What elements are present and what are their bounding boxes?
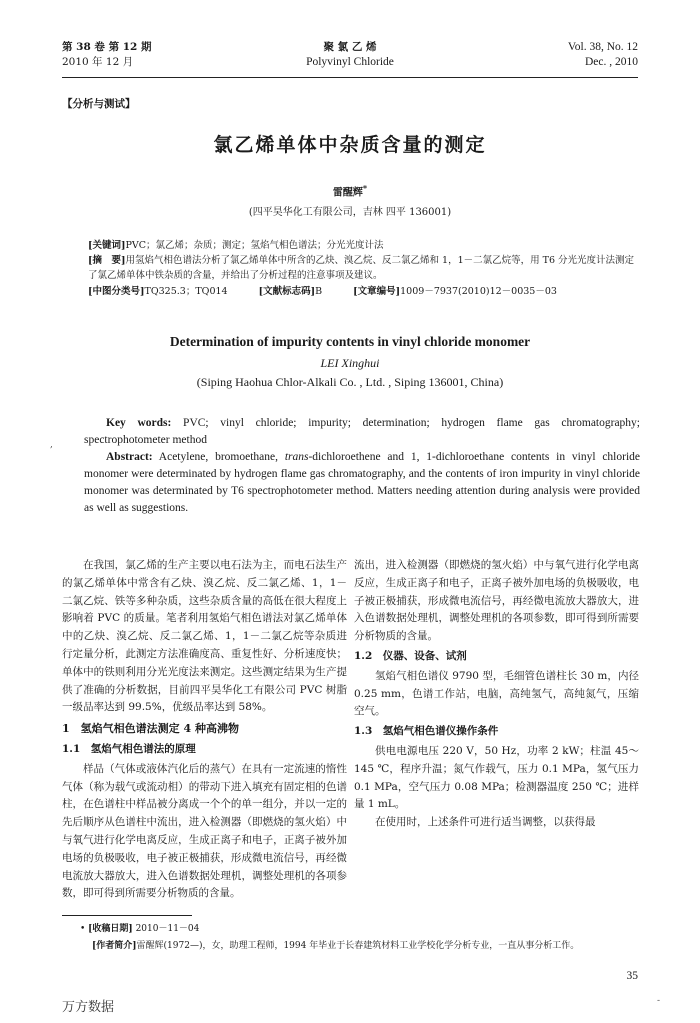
body-column-left [62, 557, 347, 900]
conditions-paragraph-2: 在使用时，上述条件可进行适当调整，以获得最 [375, 816, 596, 829]
volume-en: Vol. 38, No. 12 [567, 41, 638, 53]
keywords-en-tag: Key words: [106, 417, 172, 429]
art-value: 1009－7937(2010)12－0035－03 [400, 286, 557, 297]
received-date: • [收稿日期] 2010－11－04 [80, 924, 200, 934]
clc [88, 286, 242, 297]
bio-tag: [作者简介] [92, 941, 137, 951]
abstract-cn-para [88, 253, 636, 283]
affiliation-en: (Siping Haohua Chlor-Alkali Co. , Ltd. , Siping 136001, China) [196, 375, 504, 389]
keywords-cn-text: PVC；氯乙烯；杂质；测定；氢焰气相色谱法；分光光度计法 [125, 240, 384, 251]
clc-value: TQ325.3；TQ014 [144, 286, 228, 297]
section-tag: 【分析与测试】 [62, 98, 136, 110]
received-value: 2010－11－04 [135, 924, 200, 934]
journal-cn: 聚 氯 乙 烯 [323, 41, 377, 53]
clc-tag: [中图分类号] [88, 286, 145, 297]
header-right [568, 40, 638, 70]
author-cn-line [0, 183, 700, 198]
keywords-cn [88, 238, 636, 253]
volume-cn: 第 38 卷 第 12 期 [62, 41, 152, 53]
header-center [62, 40, 638, 70]
abstract-cn-text: 用氢焰气相色谱法分析了氯乙烯单体中所含的乙炔、溴乙烷、反二氯乙烯和 1，1－二氯乙烷等，用 T6 分光光度计法测定了氯乙烯单体中铁杂质的含量，并给出了分析过程的注意事项及建议。 [88, 255, 635, 281]
date-en: Dec. , 2010 [584, 56, 638, 68]
abstract-en-tag: Abstract: [106, 451, 153, 463]
received-tag: [收稿日期] [88, 924, 133, 934]
scan-mark: , [50, 440, 53, 450]
keywords-en [84, 415, 640, 449]
scan-mark-right: - [656, 996, 660, 1006]
watermark: 万方数据 [62, 1000, 115, 1015]
author-en: LEI Xinghui [320, 356, 380, 370]
abstract-en-para [84, 449, 640, 517]
conditions-paragraph: 供电电源电压 220 V，50 Hz，功率 2 kW；柱温 45～145 ℃，程序升温；氮气作载气，压力 0.1 MPa，氢气压力 0.1 MPa，空气压力 0.08 MPa；检测器温度 250 ℃；进样量 1 mL。 [354, 744, 639, 811]
running-header [62, 40, 638, 78]
journal-en: Polyvinyl Chloride [306, 56, 394, 68]
bio-text: 雷醒辉(1972—)，女，助理工程师，1994 年毕业于长春建筑材料工业学校化学分析专业，一直从事分析工作。 [136, 941, 580, 951]
body-column-right [354, 557, 639, 832]
keywords-en-text: PVC; vinyl chloride; impurity; determination; hydrogen flame gas chromatography; spectrophotometer method [84, 417, 640, 446]
heading-1-1: 1.1 氢焰气相色谱法的原理 [62, 742, 196, 755]
instruments-paragraph: 氢焰气相色谱仪 9790 型，毛细管色谱柱长 30 m，内径 0.25 mm，色谱工作站，电脑，高纯氢气，高纯氮气，压缩空气。 [354, 669, 639, 718]
intro-paragraph: 在我国，氯乙烯的生产主要以电石法为主，而电石法生产的氯乙烯单体中常含有乙炔、溴乙烷、反二氯乙烯、1，1－二氯乙烷、铁等多种杂质，这些杂质含量的高低在很大程度上影响着 PVC 的质量。笔者利用氢焰气相色谱法对氯乙烯单体中的乙炔、溴乙烷、反二氯乙烯、1，1－二氯乙烷等杂质进行定量分析，此测定方法准确度高、重复性好、分析速度快；单体中的铁则利用分光光度法来测定。这些测定结果为生产提供了准确的分析数据，目前四平昊华化工有限公司 PVC 树脂一级品率达到 99.5%，优级品率达到 58%。 [62, 559, 347, 714]
keywords-cn-tag: [关键词] [88, 240, 126, 251]
author-footnote-mark: * [362, 183, 368, 193]
principle-paragraph: 样品（气体或液体汽化后的蒸气）在具有一定流速的惰性气体（称为载气或流动相）的带动下进入填充有固定相的色谱柱，在色谱柱中样品被分离成一个个的单一组分，并以一定的先后顺序从色谱柱中流出，进入检测器（即燃烧的氢火焰）中与氧气进行化学电离反应，生成正离子和电子，正离子被外加电场的负极吸收，电子被正极捕获，形成微电流信号，再经微电流放大器放大，进入色谱数据处理机，调整处理机的各项参数，即可得到所需要分析物质的含量。 [62, 762, 347, 900]
article-no [353, 286, 571, 297]
heading-1: 1 氢焰气相色谱法测定 4 种高沸物 [62, 722, 239, 736]
art-tag: [文章编号] [353, 286, 401, 297]
abstract-en [84, 415, 640, 517]
footnotes [62, 922, 642, 956]
author-bio [62, 939, 642, 954]
principle-paragraph-cont: 流出，进入检测器（即燃烧的氢火焰）中与氧气进行化学电离反应，生成正离子和电子，正离子被外加电场的负极吸收，电子被正极捕获，形成微电流信号，再经微电流放大器放大，进入色谱数据处理机，调整处理机的各项参数，即可得到所需要分析物质的含量。 [354, 559, 639, 643]
date-cn: 2010 年 12 月 [62, 56, 134, 68]
abstract-en-text: Acetylene, bromoethane, trans-dichloroethene and 1, 1-dichloroethane contents in vinyl chloride monomer were determinated by hydrogen flame gas chromatography, and the contents of iron impurity in vinyl chloride monomer was determinated by T6 spectrophotometer method. Matters needing attention during analysis were provided as well as suggestions. [84, 451, 640, 514]
classification-line [88, 284, 636, 299]
doc-tag: [文献标志码] [258, 286, 316, 297]
title-en: Determination of impurity contents in vinyl chloride monomer [169, 334, 531, 349]
heading-1-2: 1.2 仪器、设备、试剂 [354, 649, 467, 662]
affiliation-cn: (四平昊华化工有限公司，吉林 四平 136001) [248, 207, 452, 218]
doc-value: B [315, 286, 323, 297]
title-cn: 氯乙烯单体中杂质含量的测定 [213, 134, 487, 156]
author-cn: 雷醒辉 [332, 187, 363, 199]
footnote-rule [62, 915, 192, 916]
page-number: 35 [626, 970, 638, 982]
abstract-cn [88, 238, 636, 299]
doc-code [259, 286, 336, 297]
abstract-cn-tag: [摘 要] [88, 255, 126, 266]
heading-1-3: 1.3 氢焰气相色谱仪操作条件 [354, 725, 499, 738]
